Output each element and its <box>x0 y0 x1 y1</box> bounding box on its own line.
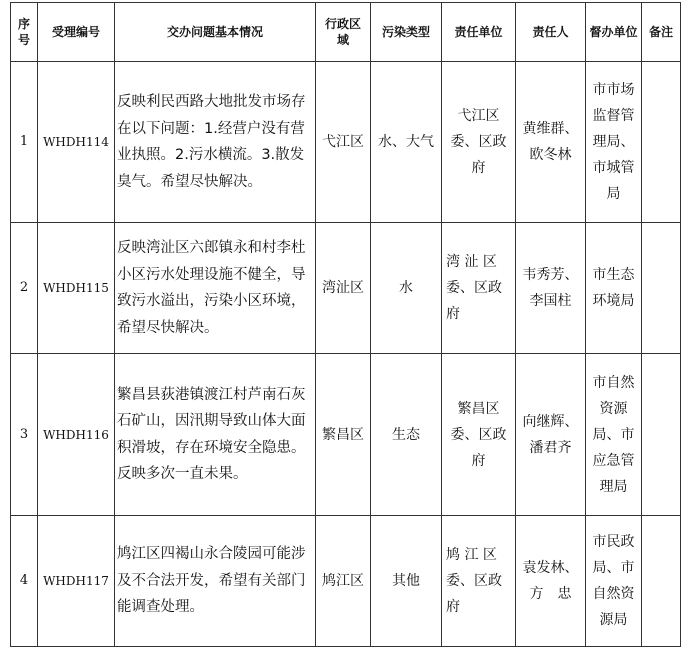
header-code: 受理编号 <box>38 3 115 62</box>
header-desc: 交办问题基本情况 <box>115 3 316 62</box>
cell-pollution: 其他 <box>371 516 442 647</box>
table-row <box>11 516 681 647</box>
cell-unit: 鸠 江 区 委、区政 府 <box>442 516 516 647</box>
table-row <box>11 354 681 516</box>
cell-no: 1 <box>11 62 38 223</box>
cell-pollution: 水 <box>371 223 442 354</box>
cell-pollution: 水、大气 <box>371 62 442 223</box>
cell-code: WHDH116 <box>38 354 115 516</box>
cell-code: WHDH115 <box>38 223 115 354</box>
cell-supervisor: 市生态 环境局 <box>586 223 642 354</box>
cell-pollution: 生态 <box>371 354 442 516</box>
cell-desc: 鸠江区四褐山永合陵园可能涉及不合法开发，希望有关部门能调查处理。 <box>115 516 316 647</box>
cell-note <box>642 223 681 354</box>
cell-unit: 湾 沚 区 委、区政 府 <box>442 223 516 354</box>
cell-note <box>642 62 681 223</box>
cell-district: 湾沚区 <box>316 223 371 354</box>
cell-desc: 繁昌县荻港镇渡江村芦南石灰石矿山，因汛期导致山体大面积滑坡，存在环境安全隐患。反映多次一直未果。 <box>115 354 316 516</box>
header-person: 责任人 <box>516 3 586 62</box>
header-district: 行政区 域 <box>316 3 371 62</box>
cell-desc: 反映利民西路大地批发市场存在以下问题：1.经营户没有营业执照。2.污水横流。3.散发臭气。希望尽快解决。 <box>115 62 316 223</box>
cell-note <box>642 516 681 647</box>
cell-person: 黄维群、 欧冬林 <box>516 62 586 223</box>
cell-district: 鸠江区 <box>316 516 371 647</box>
cell-code: WHDH117 <box>38 516 115 647</box>
cell-district: 繁昌区 <box>316 354 371 516</box>
header-no: 序 号 <box>11 3 38 62</box>
cell-person: 向继辉、 潘君齐 <box>516 354 586 516</box>
cell-supervisor: 市市场 监督管 理局、 市城管 局 <box>586 62 642 223</box>
cell-code: WHDH114 <box>38 62 115 223</box>
cell-supervisor: 市民政 局、市 自然资 源局 <box>586 516 642 647</box>
cell-unit: 繁昌区 委、区政 府 <box>442 354 516 516</box>
cell-note <box>642 354 681 516</box>
cell-district: 弋江区 <box>316 62 371 223</box>
header-unit: 责任单位 <box>442 3 516 62</box>
table-row <box>11 62 681 223</box>
table-row <box>11 223 681 354</box>
header-pollution: 污染类型 <box>371 3 442 62</box>
cell-desc: 反映湾沚区六郎镇永和村李杜小区污水处理设施不健全，导致污水溢出，污染小区环境，希望尽快解决。 <box>115 223 316 354</box>
header-note: 备注 <box>642 3 681 62</box>
table-header <box>11 3 681 62</box>
cell-supervisor: 市自然 资源 局、市 应急管 理局 <box>586 354 642 516</box>
cell-no: 4 <box>11 516 38 647</box>
cell-person: 韦秀芳、 李国柱 <box>516 223 586 354</box>
cell-unit: 弋江区 委、区政 府 <box>442 62 516 223</box>
issue-table <box>10 2 681 647</box>
header-supervisor: 督办单位 <box>586 3 642 62</box>
cell-no: 3 <box>11 354 38 516</box>
cell-person: 袁发林、 方 忠 <box>516 516 586 647</box>
cell-no: 2 <box>11 223 38 354</box>
